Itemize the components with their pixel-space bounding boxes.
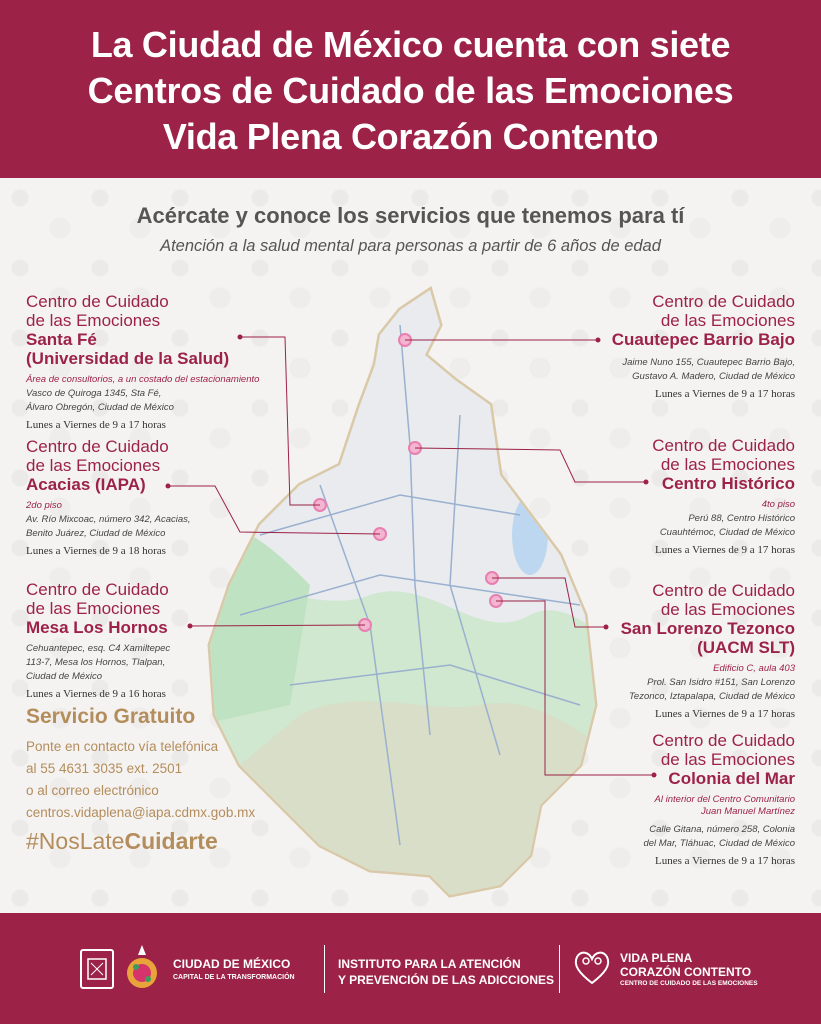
free-service-title: Servicio Gratuito bbox=[26, 705, 196, 728]
center-name: Centro Histórico bbox=[661, 474, 795, 493]
center-card-cuautepec bbox=[515, 292, 795, 400]
header-title-line1: La Ciudad de México cuenta con siete bbox=[90, 24, 731, 65]
center-hours: Lunes a Viernes de 9 a 17 horas bbox=[655, 708, 795, 720]
center-card-acacias bbox=[26, 437, 306, 557]
center-address: Ciudad de México bbox=[26, 671, 103, 682]
center-label: Centro de Cuidado bbox=[652, 581, 795, 600]
center-label: de las Emociones bbox=[660, 311, 795, 330]
page-header bbox=[0, 0, 821, 178]
center-address: Gustavo A. Madero, Ciudad de México bbox=[632, 371, 795, 382]
center-hours: Lunes a Viernes de 9 a 18 horas bbox=[26, 545, 166, 557]
center-label: de las Emociones bbox=[26, 456, 161, 475]
pin-san-lorenzo bbox=[486, 572, 498, 584]
center-label: Centro de Cuidado bbox=[652, 731, 795, 750]
footer-divider bbox=[324, 945, 325, 993]
hashtag-part1: #NosLate bbox=[26, 828, 125, 854]
center-address: Cehuantepec, esq. C4 Xamiltepec bbox=[26, 643, 171, 654]
center-hours: Lunes a Viernes de 9 a 16 horas bbox=[26, 688, 166, 700]
subheading: Acércate y conoce los servicios que tenemos para tí bbox=[136, 203, 685, 228]
center-card-san-lorenzo bbox=[515, 581, 795, 720]
center-label: de las Emociones bbox=[26, 311, 161, 330]
center-address: Benito Juárez, Ciudad de México bbox=[26, 528, 166, 539]
center-address: Cuauhtémoc, Ciudad de México bbox=[659, 527, 795, 538]
cdmx-shield-icon bbox=[80, 949, 114, 989]
center-address: Calle Gitana, número 258, Colonia bbox=[649, 824, 795, 835]
center-card-colonia-del-mar bbox=[515, 731, 795, 867]
center-hours: Lunes a Viernes de 9 a 17 horas bbox=[26, 419, 166, 431]
center-note: Área de consultorios, a un costado del estacionamiento bbox=[26, 374, 260, 385]
pin-cuautepec bbox=[399, 334, 411, 346]
center-name: Cuautepec Barrio Bajo bbox=[611, 330, 795, 349]
center-label: Centro de Cuidado bbox=[26, 292, 169, 311]
header-title-line2: Centros de Cuidado de las Emociones bbox=[87, 70, 734, 111]
center-note: 2do piso bbox=[26, 500, 62, 511]
header-title-line3: Vida Plena Corazón Contento bbox=[162, 116, 659, 157]
center-card-santa-fe bbox=[26, 292, 306, 431]
cdmx-emblem-icon bbox=[122, 941, 162, 997]
hashtag-part2: Cuidarte bbox=[124, 828, 218, 854]
pin-colonia-del-mar bbox=[490, 595, 502, 607]
center-name: San Lorenzo Tezonco bbox=[620, 619, 795, 638]
iapa-logo-text: Y PREVENCIÓN DE LAS ADICCIONES bbox=[338, 973, 555, 987]
center-name: Colonia del Mar bbox=[668, 769, 795, 788]
subheading-age: Atención a la salud mental para personas a partir de 6 años de edad bbox=[160, 237, 661, 255]
vida-plena-logo-subtext: CENTRO DE CUIDADO DE LAS EMOCIONES bbox=[620, 980, 758, 987]
center-label: Centro de Cuidado bbox=[26, 580, 169, 599]
center-label: de las Emociones bbox=[26, 599, 161, 618]
center-address: Prol. San Isidro #151, San Lorenzo bbox=[647, 677, 795, 688]
iapa-logo-text: INSTITUTO PARA LA ATENCIÓN bbox=[338, 957, 521, 971]
pin-centro-historico bbox=[409, 442, 421, 454]
contact-email[interactable]: centros.vidaplena@iapa.cdmx.gob.mx bbox=[26, 805, 256, 820]
center-name: Acacias (IAPA) bbox=[26, 475, 146, 494]
page-footer bbox=[0, 913, 821, 1024]
center-address: Perú 88, Centro Histórico bbox=[688, 513, 795, 524]
center-address: Av. Río Mixcoac, número 342, Acacias, bbox=[26, 514, 191, 525]
center-note: 4to piso bbox=[761, 499, 795, 510]
center-card-centro-historico bbox=[515, 436, 795, 556]
center-address: Vasco de Quiroga 1345, Sta Fé, bbox=[26, 388, 162, 399]
center-label: de las Emociones bbox=[660, 455, 795, 474]
center-address: Tezonco, Iztapalapa, Ciudad de México bbox=[628, 691, 795, 702]
center-label: Centro de Cuidado bbox=[652, 436, 795, 455]
center-name: (Universidad de la Salud) bbox=[26, 349, 230, 368]
center-note: Juan Manuel Martínez bbox=[701, 806, 795, 817]
pin-acacias bbox=[374, 528, 386, 540]
center-name: Santa Fé bbox=[26, 330, 97, 349]
cdmx-logo-text: CIUDAD DE MÉXICO bbox=[173, 957, 291, 971]
center-hours: Lunes a Viernes de 9 a 17 horas bbox=[655, 544, 795, 556]
center-label: de las Emociones bbox=[660, 750, 795, 769]
center-address: Álvaro Obregón, Ciudad de México bbox=[26, 402, 174, 413]
vida-plena-logo-text: VIDA PLENA bbox=[620, 951, 693, 965]
center-hours: Lunes a Viernes de 9 a 17 horas bbox=[655, 388, 795, 400]
pin-santa-fe bbox=[314, 499, 326, 511]
center-name: Mesa Los Hornos bbox=[26, 618, 168, 637]
center-note: Edificio C, aula 403 bbox=[713, 663, 795, 674]
center-address: 113-7, Mesa los Hornos, Tlalpan, bbox=[26, 657, 166, 668]
center-address: del Mar, Tláhuac, Ciudad de México bbox=[643, 838, 795, 849]
center-label: de las Emociones bbox=[660, 600, 795, 619]
center-address: Jaime Nuno 155, Cuautepec Barrio Bajo, bbox=[622, 357, 795, 368]
center-name: (UACM SLT) bbox=[697, 638, 795, 657]
center-note: Al interior del Centro Comunitario bbox=[654, 794, 795, 805]
center-card-mesa-los-hornos bbox=[26, 580, 306, 700]
pin-mesa-los-hornos bbox=[359, 619, 371, 631]
center-label: Centro de Cuidado bbox=[26, 437, 169, 456]
contact-line: Ponte en contacto vía telefónica bbox=[26, 739, 219, 754]
contact-phone[interactable]: al 55 4631 3035 ext. 2501 bbox=[26, 761, 183, 776]
cdmx-logo-subtext: CAPITAL DE LA TRANSFORMACIÓN bbox=[173, 974, 295, 981]
vida-plena-logo-text: CORAZÓN CONTENTO bbox=[620, 965, 752, 979]
footer-divider bbox=[559, 945, 560, 993]
center-hours: Lunes a Viernes de 9 a 17 horas bbox=[655, 855, 795, 867]
contact-line: o al correo electrónico bbox=[26, 783, 159, 798]
hashtag bbox=[26, 828, 218, 855]
vida-plena-heart-icon bbox=[571, 947, 613, 987]
center-label: Centro de Cuidado bbox=[652, 292, 795, 311]
